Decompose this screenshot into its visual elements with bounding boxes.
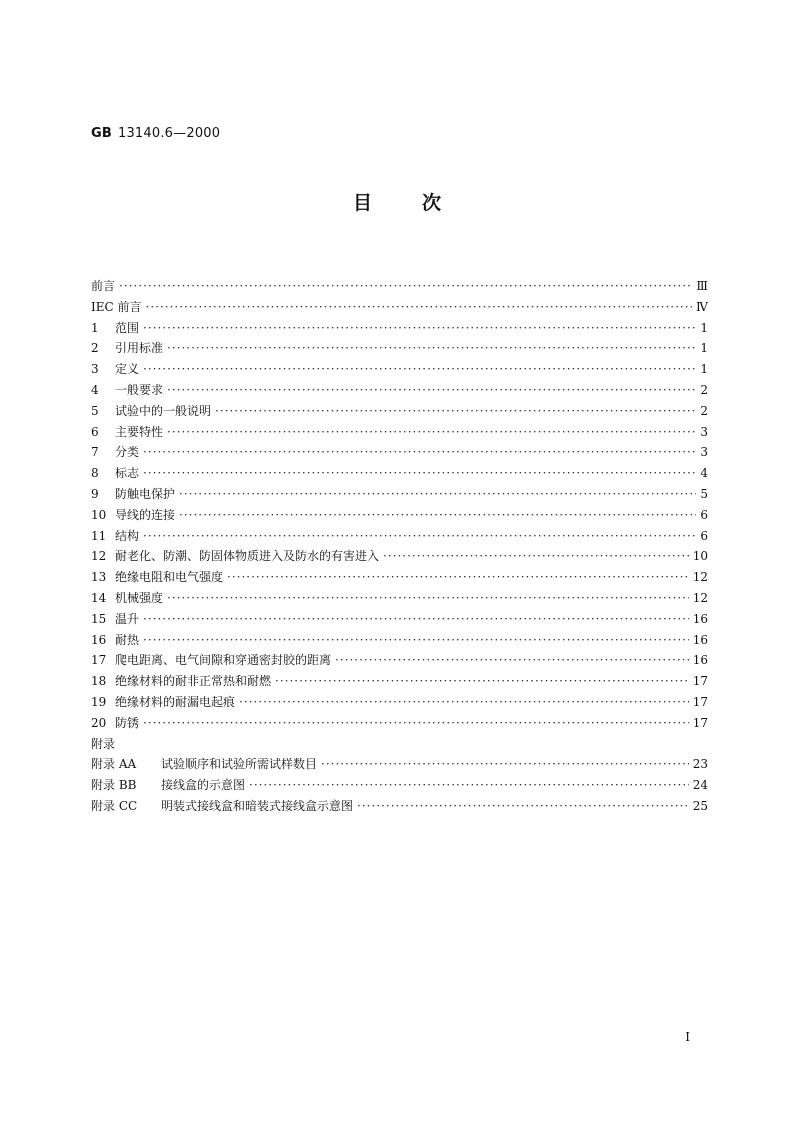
toc-row[interactable] [91, 567, 708, 588]
annex-page: 23 [692, 757, 708, 772]
annex-row[interactable] [91, 754, 708, 775]
toc-number: 4 [91, 382, 99, 397]
annex-label: 接线盒的示意图 [161, 778, 246, 793]
toc-label: 范围 [115, 320, 140, 335]
toc-row[interactable] [91, 380, 708, 401]
toc-number: 16 [91, 632, 107, 647]
toc-label: 防触电保护 [115, 486, 176, 501]
toc-row[interactable] [91, 359, 708, 380]
toc-number: 9 [91, 486, 99, 501]
toc-number: 19 [91, 694, 107, 709]
toc-page: Ⅳ [696, 299, 708, 314]
toc-row[interactable] [91, 671, 708, 692]
toc-row[interactable] [91, 713, 708, 734]
toc-label: IEC 前言 [91, 299, 142, 314]
annex-row[interactable] [91, 775, 708, 796]
toc-page: 5 [700, 486, 708, 501]
toc-page: 4 [700, 466, 708, 481]
toc-page: 17 [692, 715, 708, 730]
toc-number: 3 [91, 362, 99, 377]
toc-number: 7 [91, 445, 99, 460]
toc-number: 15 [91, 611, 107, 626]
toc-row[interactable] [91, 546, 708, 567]
toc-row[interactable] [91, 463, 708, 484]
standard-number [91, 126, 220, 141]
toc-page: 12 [692, 570, 708, 585]
toc-label: 引用标准 [115, 341, 164, 356]
toc-row[interactable] [91, 609, 708, 630]
toc-row[interactable] [91, 276, 708, 297]
annex-number: 附录 AA [91, 757, 137, 772]
toc-number: 2 [91, 341, 99, 356]
toc-label: 导线的连接 [115, 507, 176, 522]
toc-page: 17 [692, 674, 708, 689]
toc-label: 绝缘电阻和电气强度 [115, 570, 224, 585]
page-number: I [685, 1030, 690, 1044]
toc-number: 11 [91, 528, 107, 543]
toc-page: 12 [692, 590, 708, 605]
toc-number: 5 [91, 403, 99, 418]
toc-label: 分类 [115, 445, 140, 460]
annex-row[interactable] [91, 796, 708, 817]
toc-label: 定义 [115, 362, 140, 377]
toc-row[interactable] [91, 505, 708, 526]
annex-number: 附录 BB [91, 778, 137, 793]
toc-page: 6 [700, 507, 708, 522]
toc-row[interactable] [91, 318, 708, 339]
toc-page: Ⅲ [696, 279, 708, 293]
toc-label: 温升 [115, 611, 140, 626]
annex-heading: 附录 [91, 736, 116, 751]
toc-row[interactable] [91, 297, 708, 318]
annex-page: 24 [692, 778, 708, 793]
toc-label: 绝缘材料的耐漏电起痕 [115, 694, 236, 709]
toc-row[interactable] [91, 401, 708, 422]
annex-page: 25 [692, 798, 708, 813]
toc-label: 试验中的一般说明 [115, 403, 212, 418]
toc-label: 一般要求 [115, 382, 164, 397]
toc-row[interactable] [91, 338, 708, 359]
toc-label: 前言 [91, 279, 116, 293]
toc-page: 3 [700, 445, 708, 460]
toc-label: 机械强度 [115, 590, 164, 605]
annex-heading-row [91, 734, 708, 755]
toc-page: 3 [700, 424, 708, 439]
toc-label: 主要特性 [115, 424, 164, 439]
toc-row[interactable] [91, 422, 708, 443]
toc-number: 20 [91, 715, 107, 730]
toc-number: 18 [91, 674, 107, 689]
toc-row[interactable] [91, 650, 708, 671]
standard-prefix: GB [91, 126, 112, 141]
toc-label: 耐热 [115, 632, 140, 647]
toc-row[interactable] [91, 484, 708, 505]
annex-label: 试验顺序和试验所需试样数目 [161, 757, 318, 772]
toc-page: 10 [692, 549, 708, 564]
toc-row[interactable] [91, 526, 708, 547]
toc-page: 1 [700, 362, 708, 377]
toc-number: 12 [91, 549, 107, 564]
toc-number: 10 [91, 507, 107, 522]
page-title: 目次 [352, 192, 491, 214]
toc-page: 1 [700, 341, 708, 356]
toc-label: 绝缘材料的耐非正常热和耐燃 [115, 674, 272, 689]
toc-row[interactable] [91, 588, 708, 609]
annex-label: 明装式接线盒和暗装式接线盒示意图 [161, 798, 354, 813]
toc-page: 16 [692, 653, 708, 668]
toc-label: 耐老化、防潮、防固体物质进入及防水的有害进入 [115, 549, 380, 564]
toc-page: 16 [692, 611, 708, 626]
toc-page: 6 [700, 528, 708, 543]
toc-page: 2 [700, 382, 708, 397]
toc-page: 17 [692, 694, 708, 709]
toc-label: 结构 [115, 528, 140, 543]
toc-number: 17 [91, 653, 107, 668]
toc-page: 1 [700, 320, 708, 335]
annex-number: 附录 CC [91, 798, 138, 813]
toc-page: 2 [700, 403, 708, 418]
toc-number: 14 [91, 590, 107, 605]
toc-label: 防锈 [115, 715, 140, 730]
toc-page: 16 [692, 632, 708, 647]
toc-label: 标志 [115, 466, 140, 481]
table-of-contents [91, 276, 708, 817]
toc-number: 13 [91, 570, 107, 585]
toc-row[interactable] [91, 692, 708, 713]
toc-row[interactable] [91, 630, 708, 651]
toc-number: 8 [91, 466, 99, 481]
toc-label: 爬电距离、电气间隙和穿通密封胶的距离 [115, 653, 332, 668]
toc-number: 6 [91, 424, 99, 439]
standard-code: 13140.6—2000 [117, 126, 221, 141]
toc-row[interactable] [91, 442, 708, 463]
toc-number: 1 [91, 320, 99, 335]
